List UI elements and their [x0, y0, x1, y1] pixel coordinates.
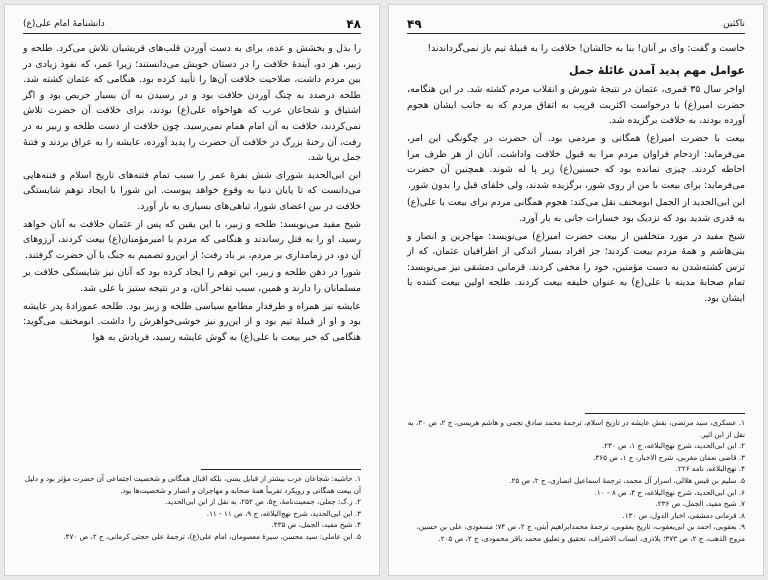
- footnotes: [407, 417, 745, 545]
- running-title: دانشنامهٔ امام علی(ع): [23, 19, 105, 29]
- paragraph: عایشه نیز همراه و طرفدار مطامع سیاسی طلحه و زبیر بود. طلحه عموزادهٔ پدر عایشه بود و او از قبیلهٔ تیم بود و از این‌رو نیز خوشی‌خواهرش را داشت. ابومخنف می‌گوید: هنگامی که خبر بیعت با علی(ع) به گوش عایشه رسید، فریادش به هوا: [23, 300, 361, 343]
- footnote: ۵. ابن عاملی: سید محسن، سیرهٔ معصومان، امام علی(ع)، ترجمهٔ علی حجتی کرمانی، ج ۲، ص ۴۷۰.: [63, 531, 361, 541]
- section-heading: عوامل مهم پدید آمدن غائلهٔ جمل: [568, 63, 745, 77]
- paragraph: را بذل و بخشش و عده، برای به دست آوردن قلب‌های قریشیان تلاش می‌کرد. طلحه و زبیر، هر دو، آیندهٔ خلافت را در دستان خویش می‌دانستند؛ زیرا عمر، که نفوذ زیادی در بین مردم داشت، صلاحیت خلافت آن‌ها را تأیید کرده بود. هنگامی که عثمان کشته شد. طلحه درصدد به چنگ آوردن خلافت بود و در رسیدن به آن بسیار حریص بود و اگر اشتیاق و شجاعان عرب که هواخواه علی(ع) بودند، برای خلافت آن حضرت تلاش نمی‌کردند، خلافت به آن امام همام نمی‌رسید. چون خلافت از دست طلحه و زبیر به در رفت، آن رخنهٔ بزرگ در خلافت آن حضرت را پدید آورده، عایشه را به عراق بردند و فتنهٔ جمل برپا شد.: [23, 43, 361, 164]
- paragraph: شیخ مفید می‌نویسد: طلحه و زبیر، با این یقین که پس از عثمان خلافت به آنان خواهد رسید، او را به قتل رساندند و هنگامی که مردم با امیرمؤمنان(ع) بیعت کردند، آرزوهای آن دو، در زمامداری بر مردم، بر باد رفت؛ از این‌رو تصمیم به جنگ با آن حضرت گرفتند.: [23, 218, 361, 261]
- running-title: ناکثین: [723, 19, 745, 29]
- footnote: ۵. سلیم بن قیس هلالی، اسرار آل محمد، ترجمهٔ اسماعیل انصاری، ج ۲، ص ۲۵.: [509, 475, 745, 485]
- footnotes: [23, 473, 361, 543]
- paragraph: ابن ابی‌الحدید از الجمل ابومخنف نقل می‌کند: هجوم همگانی مردم برای بیعت با علی(ع) به قدری شدید بود که نزدیک بود خسارات جانی به بار آورد.: [407, 197, 745, 224]
- footnote: ۹. یعقوبی، احمد بن ابی‌یعقوب، تاریخ یعقوبی، ترجمهٔ محمدابراهیم آیتی، ج ۲، ص ۷۴؛ مسعودی، علی بن حسین، مروج الذهب، ج ۲، ص ۳۷۳؛ بلاذری، انساب الاشراف، تحقیق و تعلیق محمد باقر محمودی، ج ۲، ص ۲۰۵.: [416, 522, 745, 543]
- paragraph: ابن ابی‌الحدید شورای شش نفرهٔ عمر را سبب تمام فتنه‌های تاریخ اسلام و فتنه‌هایی می‌دانست که تا پایان دنیا به وقوع خواهد پیوست. این شورا با ایجاد توهم شایستگی خلافت در بین اعضای شورا، تباهی‌های بسیاری به بار آورد.: [23, 169, 361, 212]
- footnote-divider: [201, 469, 361, 470]
- footnote: ۴. شیخ مفید، الجمل، ص ۴۳۵.: [271, 520, 361, 530]
- page-number: ۴۸: [346, 17, 361, 31]
- footnote: ۷. شیخ مفید، الجمل، ص ۲۳۶.: [655, 499, 745, 509]
- paragraph: اواخر سال ۳۵ قمری، عثمان در نتیجهٔ شورش و انقلاب مردم کشته شد. در این هنگامه، حضرت امیر(ع) با درخواست اکثریت قریب به اتفاق مردم که به جانب ایشان هجوم آورده بودند، به خلافت برگزیده شد.: [407, 84, 745, 127]
- footnote-divider: [585, 413, 745, 414]
- page-number: ۴۹: [407, 17, 422, 31]
- footnote: ۳. قاضی نعمان مغربی، شرح الاخبار، ج ۱، ص ۳۶۵.: [593, 452, 745, 462]
- paragraph: شیخ مفید در مورد متخلفین از بیعت حضرت امیر(ع) می‌نویسد: مهاجرین و انصار و بنی‌هاشم و همهٔ مردم بیعت کردند؛ جز افراد بسیار اندکی از اطرافیان عثمان، که از ترس کشته‌شدن به دست مؤمنین، خود را مخفی کردند. قرمانی دمشقی نیز می‌نویسد: تمام صحابهٔ مدینه با علی(ع) به عنوان خلیفه بیعت کردند. طلحه اولین بیعت کننده با ایشان بود.: [407, 230, 745, 304]
- footnote: ۸. قرمانی دمشقی، اخبار الدول، ص ۱۳۰.: [622, 510, 745, 520]
- page-body: [407, 41, 745, 309]
- page-header: [407, 17, 745, 34]
- footnote: ۴. نهج‌البلاغه، نامه ۲۲۶.: [675, 464, 745, 474]
- footnote: ۶. ابن ابی‌الحدید، شرح نهج‌البلاغه، ج ۴، ص ۸ - ۱۰.: [594, 487, 745, 497]
- paragraph: بیعت با حضرت امیر(ع) همگانی و مردمی بود. آن حضرت در چگونگی این امر، می‌فرماید: ازدحام فراوان مردم مرا به قبول خلافت واداشت. آنان از هر طرف مرا احاطه کردند. چیزی نمانده بود که حسنین(ع) زیر پا له شوند. همچنین آن حضرت می‌فرماید: برای بیعت با من از روی شور، برگزیده شدند، ولی خلفای قبل را بدون شور.: [407, 132, 745, 191]
- page-49: [388, 4, 764, 576]
- footnote: ۱. حاشیه: شجاعان عرب بیشتر از قبایل یمنی، بلکه اقبال همگانی و شخصیت اجتماعی آن حضرت مؤثر بود و دلیل آن بیعت همگانی و رویکرد تقریباً همهٔ صحابه و مهاجران و انصار و شخصیت‌ها بود.: [24, 474, 361, 495]
- footnote: ۳. ابن ابی‌الحدید، شرح نهج‌البلاغه، ج ۹، ص ۱۱ - ۱۱.: [206, 508, 361, 518]
- paragraph: خاست و گفت: وای بر آنان! بنا به حالشان! خلافت را به قبیلهٔ تیم باز نمی‌گرداندند!: [427, 43, 745, 54]
- footnote: ۱. عسکری، سید مرتضی، نقش عایشه در تاریخ اسلام، ترجمهٔ محمد صادق نجمی و هاشم هریسی، ج ۲، ص ۳۰، به نقل از ابن اثیر.: [407, 418, 745, 439]
- paragraph: شورا در ذهن طلحه و زبیر، این توهم را ایجاد کرده بود که آنان نیز شایستگی خلافت بر مسلمانان را دارند و همین، سبب تفاخر آنان، و در نتیجه ستیز با علی شد.: [23, 267, 361, 294]
- footnote: ۲. ابن ابی‌الحدید، شرح نهج‌البلاغه، ج ۱، ص ۲۳۰.: [601, 441, 745, 451]
- footnote: ۲. ر.ک: جعلی، جمعیت‌نامهٔ، ج۵، ص ۲۵۲، به نقل از ابن ابی‌الحدید.: [165, 497, 361, 507]
- page-header: [23, 17, 361, 34]
- page-body: [23, 41, 361, 347]
- page-48: [4, 4, 380, 576]
